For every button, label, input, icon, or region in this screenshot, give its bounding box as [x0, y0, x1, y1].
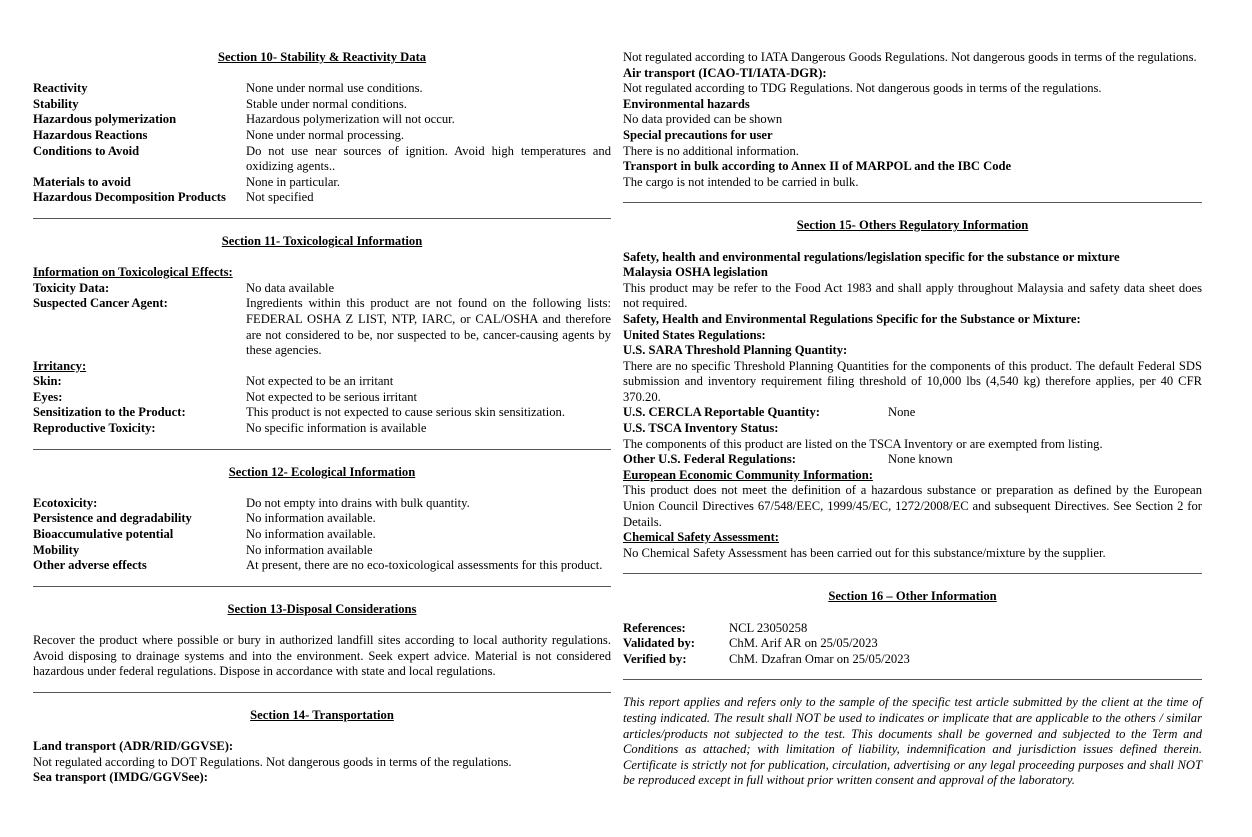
kv-row	[33, 112, 611, 128]
row-label: Bioaccumulative potential	[33, 527, 174, 542]
row-label: Sensitization to the Product:	[33, 405, 186, 420]
row-label: Hazardous Decomposition Products	[33, 190, 226, 205]
row-value: Ingredients within this product are not found on the following lists: FEDERAL OSHA Z LIST, NTP, IARC, or CAL/OSHA and therefore are not considered to be, nor suspected to be, cancer-causing agents by these agencies.	[246, 296, 611, 358]
air-transport-text: Not regulated according to TDG Regulations. Not dangerous goods in terms of the regulations.	[623, 81, 1102, 96]
section-16	[623, 589, 1202, 667]
row-label: Hazardous Reactions	[33, 127, 148, 142]
kv-row	[33, 390, 611, 406]
irritancy-heading: Irritancy:	[33, 358, 87, 373]
disposal-text: Recover the product where possible or bury in authorized landfill sites according to local authority regulations. Avoid disposing to drainage systems and into the environment. Seek expert advice. Material is not considered hazardous under federal regulations. Dispose in accordance with state and local regulations.	[33, 633, 611, 679]
section-14-continued	[623, 50, 1202, 190]
row-value: Not specified	[246, 190, 314, 205]
kv-row	[33, 281, 611, 297]
row-value: None in particular.	[246, 174, 341, 189]
divider	[33, 218, 611, 219]
section-14-title: Section 14- Transportation	[250, 707, 394, 722]
us-regulations-heading: United States Regulations:	[623, 327, 766, 342]
row-value: ChM. Arif AR on 25/05/2023	[729, 636, 878, 651]
specific-regulations-heading: Safety, Health and Environmental Regulations Specific for the Substance or Mixture:	[623, 311, 1081, 326]
kv-row	[33, 496, 611, 512]
row-label: Reactivity	[33, 81, 88, 96]
regulations-heading: Safety, health and environmental regulations/legislation specific for the substance or mixture	[623, 249, 1120, 264]
kv-row	[33, 128, 611, 144]
tsca-heading: U.S. TSCA Inventory Status:	[623, 421, 779, 436]
row-label: Conditions to Avoid	[33, 143, 140, 158]
eec-heading: European Economic Community Information:	[623, 467, 873, 482]
bulk-transport-text: The cargo is not intended to be carried in bulk.	[623, 174, 859, 189]
kv-row	[623, 652, 1202, 668]
kv-row	[33, 543, 611, 559]
other-federal-row	[623, 452, 1202, 468]
divider	[623, 202, 1202, 203]
divider	[33, 692, 611, 693]
row-label: Verified by:	[623, 651, 687, 666]
kv-row	[33, 296, 611, 358]
sara-text: There are no specific Threshold Planning Quantities for the components of this product. The default Federal SDS submission and inventory requirement filing threshold of 10,000 lbs (4,540 kg) therefore applies, per 40 CFR 370.20.	[623, 358, 1202, 404]
environmental-hazards-text: No data provided can be shown	[623, 112, 783, 127]
divider	[623, 573, 1202, 574]
kv-row	[623, 636, 1202, 652]
row-label: Mobility	[33, 542, 80, 557]
kv-row	[623, 621, 1202, 637]
section-10	[33, 50, 611, 206]
divider	[33, 449, 611, 450]
divider	[33, 586, 611, 587]
row-value: None under normal processing.	[246, 127, 405, 142]
air-transport-heading: Air transport (ICAO-TI/IATA-DGR):	[623, 65, 827, 80]
row-value: Not expected to be an irritant	[246, 374, 394, 389]
row-label: Persistence and degradability	[33, 511, 192, 526]
kv-row	[33, 374, 611, 390]
kv-row	[33, 81, 611, 97]
left-column	[33, 50, 611, 786]
chemical-safety-heading: Chemical Safety Assessment:	[623, 530, 780, 545]
eec-text: This product does not meet the definition of a hazardous substance or preparation as defined by the European Union Council Directives 67/548/EEC, 1999/45/EC, 1272/2008/EC and subsequent Directives. See Section 2 for Details.	[623, 483, 1202, 529]
tsca-text: The components of this product are listed on the TSCA Inventory or are exempted from listing.	[623, 436, 1103, 451]
row-value: Hazardous polymerization will not occur.	[246, 112, 455, 127]
row-label: Skin:	[33, 374, 62, 389]
land-transport-text: Not regulated according to DOT Regulations. Not dangerous goods in terms of the regulations.	[33, 754, 512, 769]
row-label: Hazardous polymerization	[33, 112, 177, 127]
section-16-title: Section 16 – Other Information	[828, 589, 997, 604]
special-precautions-text: There is no additional information.	[623, 143, 799, 158]
malaysia-osha-heading: Malaysia OSHA legislation	[623, 265, 768, 280]
row-label: Materials to avoid	[33, 174, 131, 189]
section-13-title: Section 13-Disposal Considerations	[227, 601, 417, 616]
row-label: Suspected Cancer Agent:	[33, 296, 168, 311]
row-value: No information available.	[246, 527, 376, 542]
sea-transport-heading: Sea transport (IMDG/GGVSee):	[33, 770, 208, 785]
row-value: At present, there are no eco-toxicological assessments for this product.	[246, 558, 603, 573]
row-value: Do not use near sources of ignition. Avoid high temperatures and oxidizing agents..	[246, 143, 611, 174]
row-value: No information available.	[246, 511, 376, 526]
row-label: Reproductive Toxicity:	[33, 421, 156, 436]
kv-row	[33, 144, 611, 175]
land-transport-heading: Land transport (ADR/RID/GGVSE):	[33, 738, 234, 753]
row-value: Not expected to be serious irritant	[246, 389, 418, 404]
row-value: ChM. Dzafran Omar on 25/05/2023	[729, 651, 910, 666]
row-value: Stable under normal conditions.	[246, 96, 407, 111]
section-12	[33, 465, 611, 574]
row-label: Ecotoxicity:	[33, 495, 98, 510]
row-value: Do not empty into drains with bulk quantity.	[246, 495, 470, 510]
row-value: No data available	[246, 280, 335, 295]
kv-row	[33, 175, 611, 191]
info-toxicological-heading: Information on Toxicological Effects:	[33, 265, 233, 280]
cercla-row	[623, 405, 1202, 421]
kv-row	[33, 511, 611, 527]
sea-transport-text: Not regulated according to IATA Dangerous Goods Regulations. Not dangerous goods in terms of the regulations.	[623, 50, 1197, 64]
cercla-value: None	[888, 405, 916, 420]
environmental-hazards-heading: Environmental hazards	[623, 96, 750, 111]
kv-row	[33, 405, 611, 421]
row-label: References:	[623, 620, 686, 635]
section-10-title: Section 10- Stability & Reactivity Data	[217, 50, 427, 64]
section-11-title: Section 11- Toxicological Information	[221, 233, 423, 248]
section-11	[33, 234, 611, 437]
kv-row	[33, 558, 611, 574]
row-value: No information available	[246, 542, 373, 557]
row-label: Other adverse effects	[33, 558, 147, 573]
row-value: This product is not expected to cause serious skin sensitization.	[246, 405, 565, 420]
disclaimer-text: This report applies and refers only to the sample of the specific test article submitted by the client at the time of testing indicated. The result shall NOT be used to indicates or implicate that are applicable to the others / similar articles/products not subjected to the test. This documents shall be governed and subjected to the Term and Conditions as attached; with limitation of liability, indemnification and jurisdiction issues defined therein. Certificate is strictly not for publication, circulation, advertising or any legal proceeding purposes and shall NOT be reproduced except in full without prior written consent and approval of the laboratory.	[623, 695, 1202, 788]
section-15	[623, 218, 1202, 561]
row-label: Stability	[33, 96, 79, 111]
other-federal-value: None known	[888, 452, 953, 467]
kv-row	[33, 421, 611, 437]
special-precautions-heading: Special precautions for user	[623, 127, 773, 142]
row-value: None under normal use conditions.	[246, 81, 423, 96]
kv-row	[33, 97, 611, 113]
section-13	[33, 602, 611, 680]
kv-row	[33, 527, 611, 543]
row-label: Eyes:	[33, 389, 63, 404]
right-column	[623, 50, 1202, 789]
row-label: Toxicity Data:	[33, 280, 110, 295]
divider	[623, 679, 1202, 680]
section-14	[33, 708, 611, 786]
section-12-title: Section 12- Ecological Information	[228, 464, 416, 479]
row-label: Validated by:	[623, 636, 695, 651]
bulk-transport-heading: Transport in bulk according to Annex II of MARPOL and the IBC Code	[623, 159, 1012, 174]
row-value: No specific information is available	[246, 421, 427, 436]
section-15-title: Section 15- Others Regulatory Information	[796, 218, 1029, 233]
kv-row	[33, 190, 611, 206]
malaysia-osha-text: This product may be refer to the Food Act 1983 and shall apply throughout Malaysia and safety data sheet does not required.	[623, 280, 1202, 311]
other-federal-label: Other U.S. Federal Regulations:	[623, 452, 796, 467]
sara-heading: U.S. SARA Threshold Planning Quantity:	[623, 343, 848, 358]
row-value: NCL 23050258	[729, 620, 808, 635]
chemical-safety-text: No Chemical Safety Assessment has been carried out for this substance/mixture by the supplier.	[623, 545, 1106, 560]
cercla-label: U.S. CERCLA Reportable Quantity:	[623, 405, 820, 420]
